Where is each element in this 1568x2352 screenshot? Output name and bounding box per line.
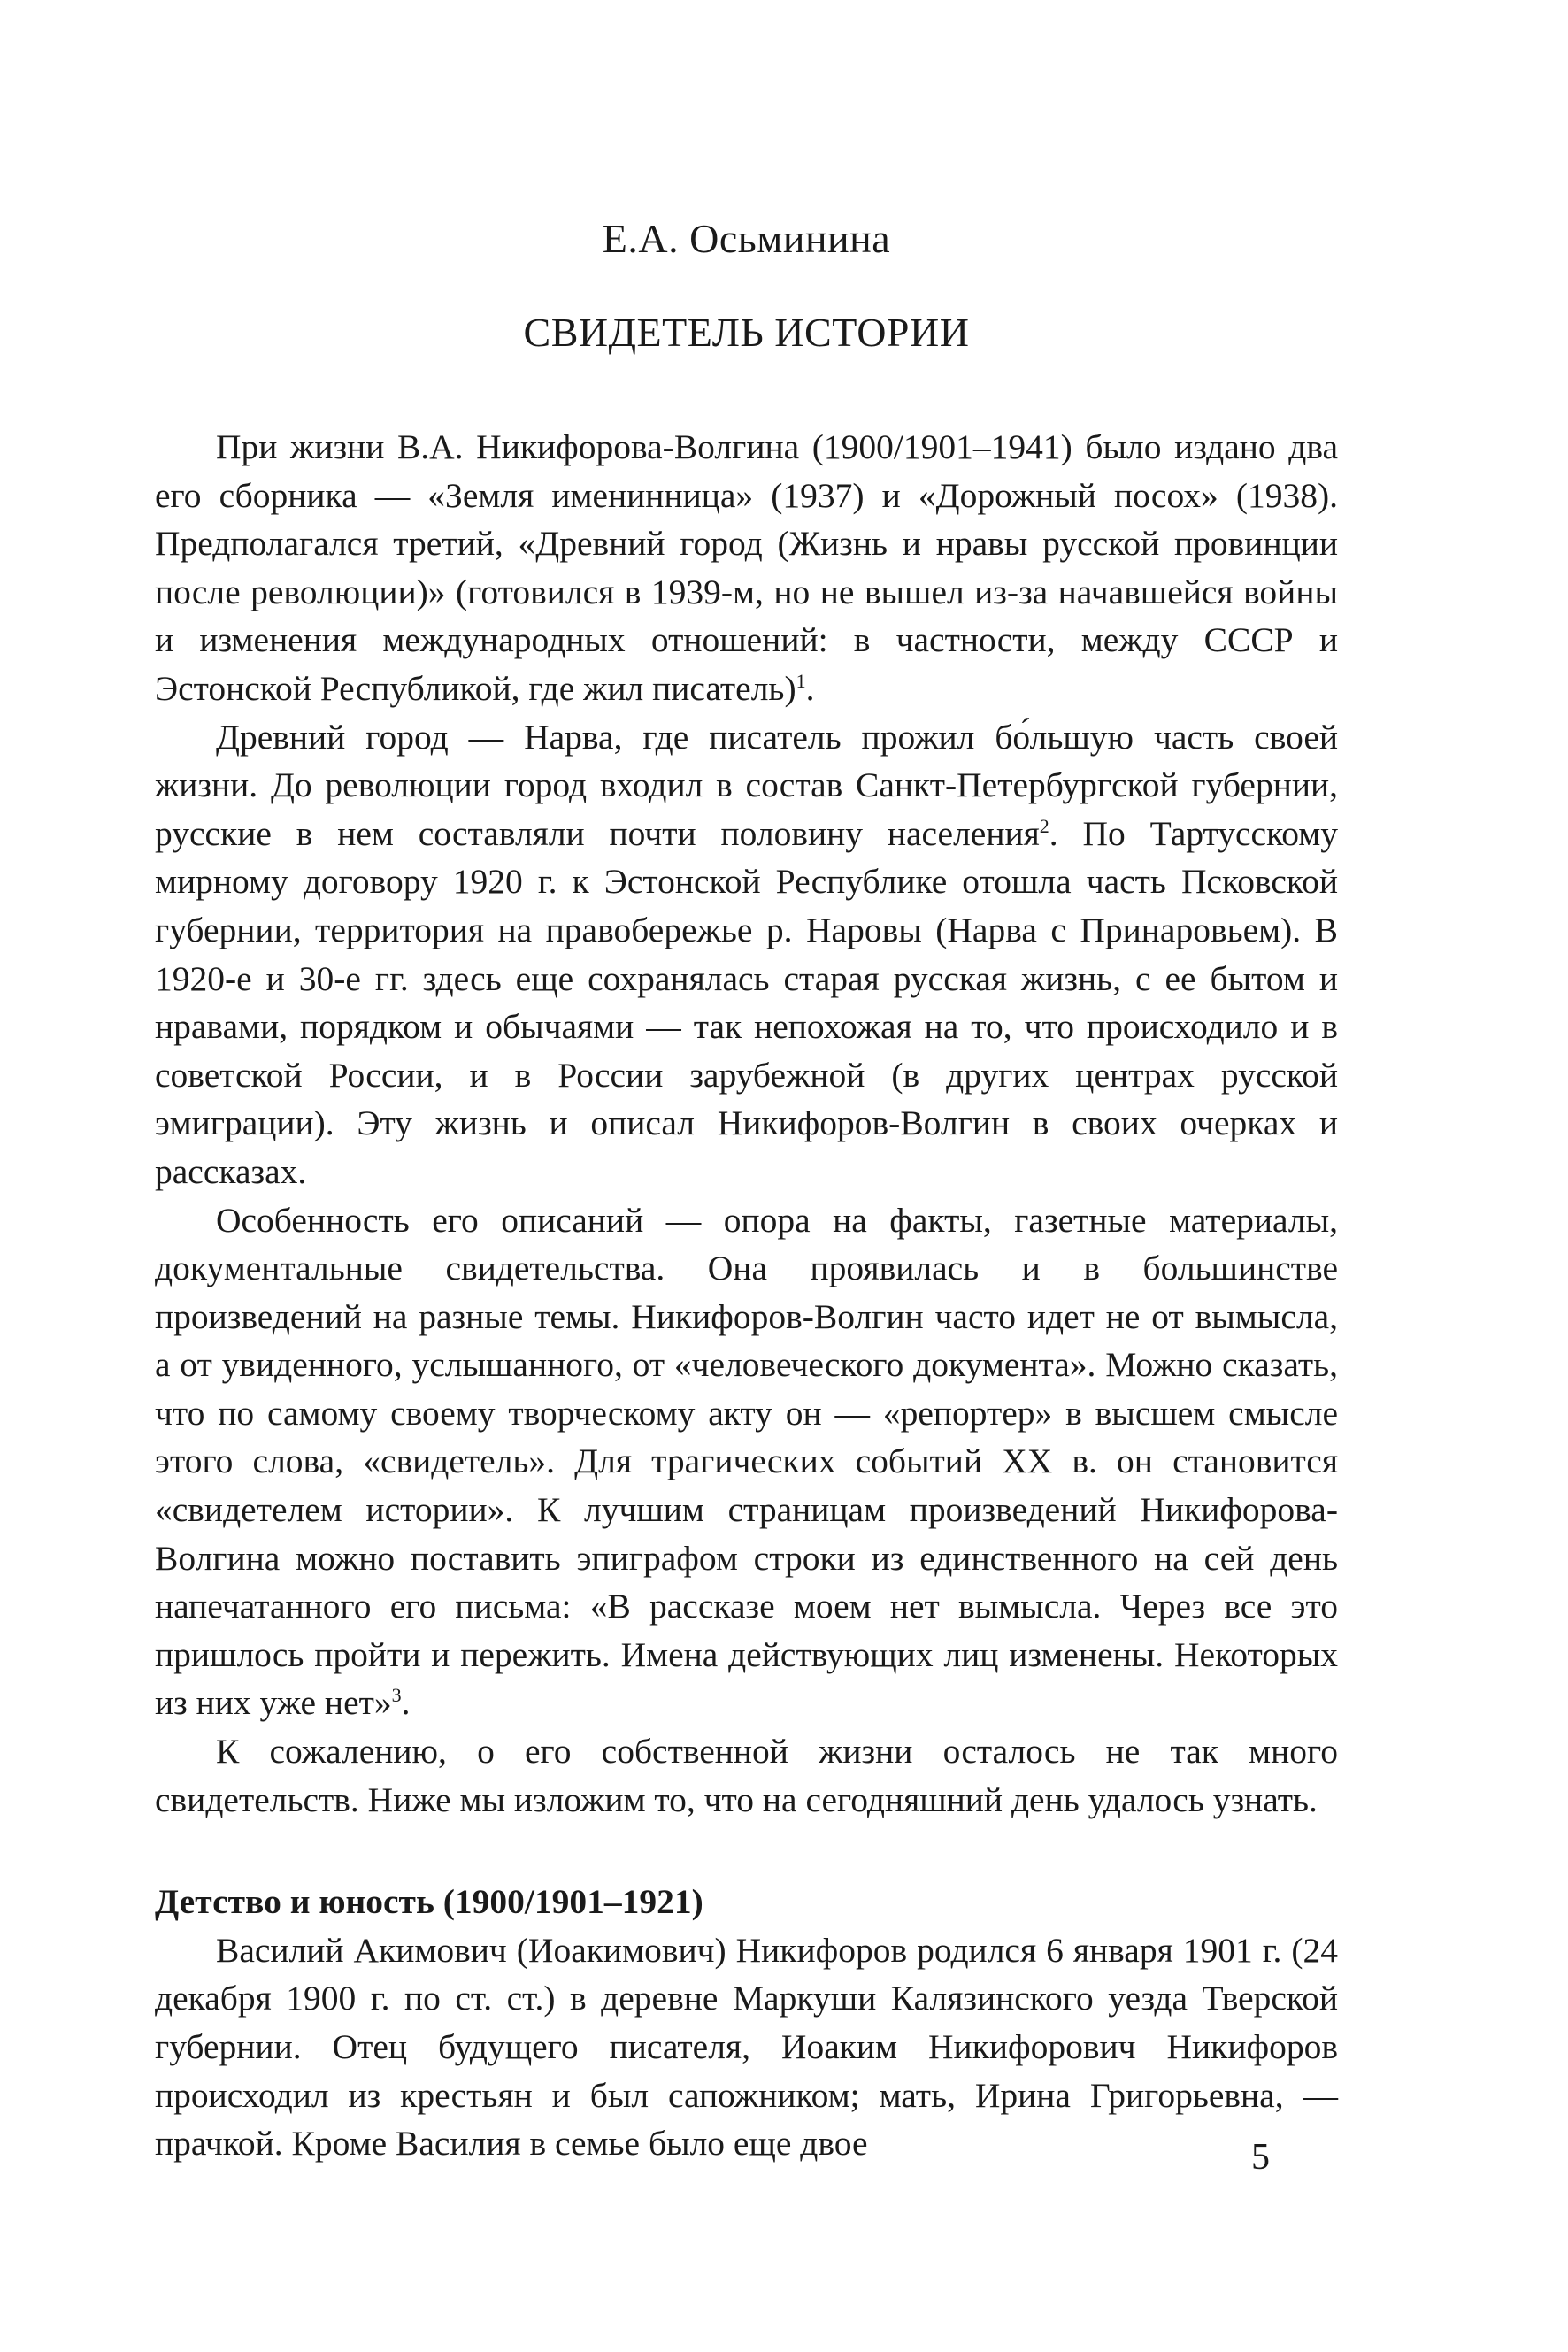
paragraph-1-text: При жизни В.А. Никифорова-Волгина (1900/1901–1941) было издано два его сборника — «Земля именинница» (1937) и «Дорожный посох» (1938). Предполагался третий, «Древний город (Жизнь и нравы русской провинции после революции)» (готовился в 1939-м, но не вышел из-за начавшейся войны и изменения международных отношений: в частности, между СССР и Эстонской Республикой, где жил писатель)	[155, 427, 1338, 708]
footnote-ref-1[interactable]: 1	[796, 669, 806, 692]
paragraph-2-text-a: Древний город — Нарва, где писатель прожил бо́льшую часть своей жизни. До революции город входил в состав Санкт-Петербургской губернии, русские в нем составляли почти половину населения	[155, 717, 1338, 853]
footnote-ref-2[interactable]: 2	[1039, 814, 1049, 837]
paragraph-3-tail: .	[401, 1683, 411, 1723]
author-name: Е.А. Осьминина	[602, 216, 891, 261]
paragraph-3	[155, 1196, 1338, 1728]
section-paragraph-1: Василий Акимович (Иоакимович) Никифоров родился 6 января 1901 г. (24 декабря 1900 г. по ст. ст.) в деревне Маркуши Калязинского уезда Тверской губернии. Отец будущего писателя, Иоаким Никифорович Никифоров происходил из крестьян и был сапожником; мать, Ирина Григорьевна, — прачкой. Кроме Василия в семье было еще двое	[155, 1930, 1338, 2164]
page-content	[155, 212, 1338, 2168]
paragraph-4: К сожалению, о его собственной жизни осталось не так много свидетельств. Ниже мы изложим то, что на сегодняшний день удалось узнать.	[155, 1732, 1338, 1819]
footnote-ref-3[interactable]: 3	[391, 1684, 402, 1707]
paragraph-3-text: Особенность его описаний — опора на факты, газетные материалы, документальные свидетельства. Она проявилась и в большинстве произведений на разные темы. Никифоров-Волгин часто идет не от вымысла, а от увиденного, услышанного, от «человеческого документа». Можно сказать, что по самому своему творческому акту он — «репортер» в высшем смысле этого слова, «свидетель». Для трагических событий XX в. он становится «свидетелем истории». К лучшим страницам произведений Никифорова-Волгина можно поставить эпиграфом строки из единственного на сей день напечатанного его письма: «В рассказе моем нет вымысла. Через все это пришлось пройти и пережить. Имена действующих лиц изменены. Некоторых из них уже нет»	[155, 1200, 1338, 1723]
page-number: 5	[1251, 2137, 1270, 2178]
section-heading: Детство и юность (1900/1901–1921)	[155, 1882, 703, 1922]
paragraph-1-tail: .	[805, 668, 815, 708]
article-title: СВИДЕТЕЛЬ ИСТОРИИ	[523, 310, 970, 355]
paragraph-2	[155, 713, 1338, 1196]
paragraph-1	[155, 423, 1338, 713]
paragraph-2-text-b: . По Тартусскому мирному договору 1920 г. к Эстонской Республике отошла часть Псковской губернии, территория на правобережье р. Наровы (Нарва с Принаровьем). В 1920-е и 30-е гг. здесь еще сохранялась старая русская жизнь, с ее бытом и нравами, порядком и обычаями — так непохожая на то, что происходило и в советской России, и в России зарубежной (в других центрах русской эмиграции). Эту жизнь и описал Никифоров-Волгин в своих очерках и рассказах.	[155, 813, 1338, 1191]
